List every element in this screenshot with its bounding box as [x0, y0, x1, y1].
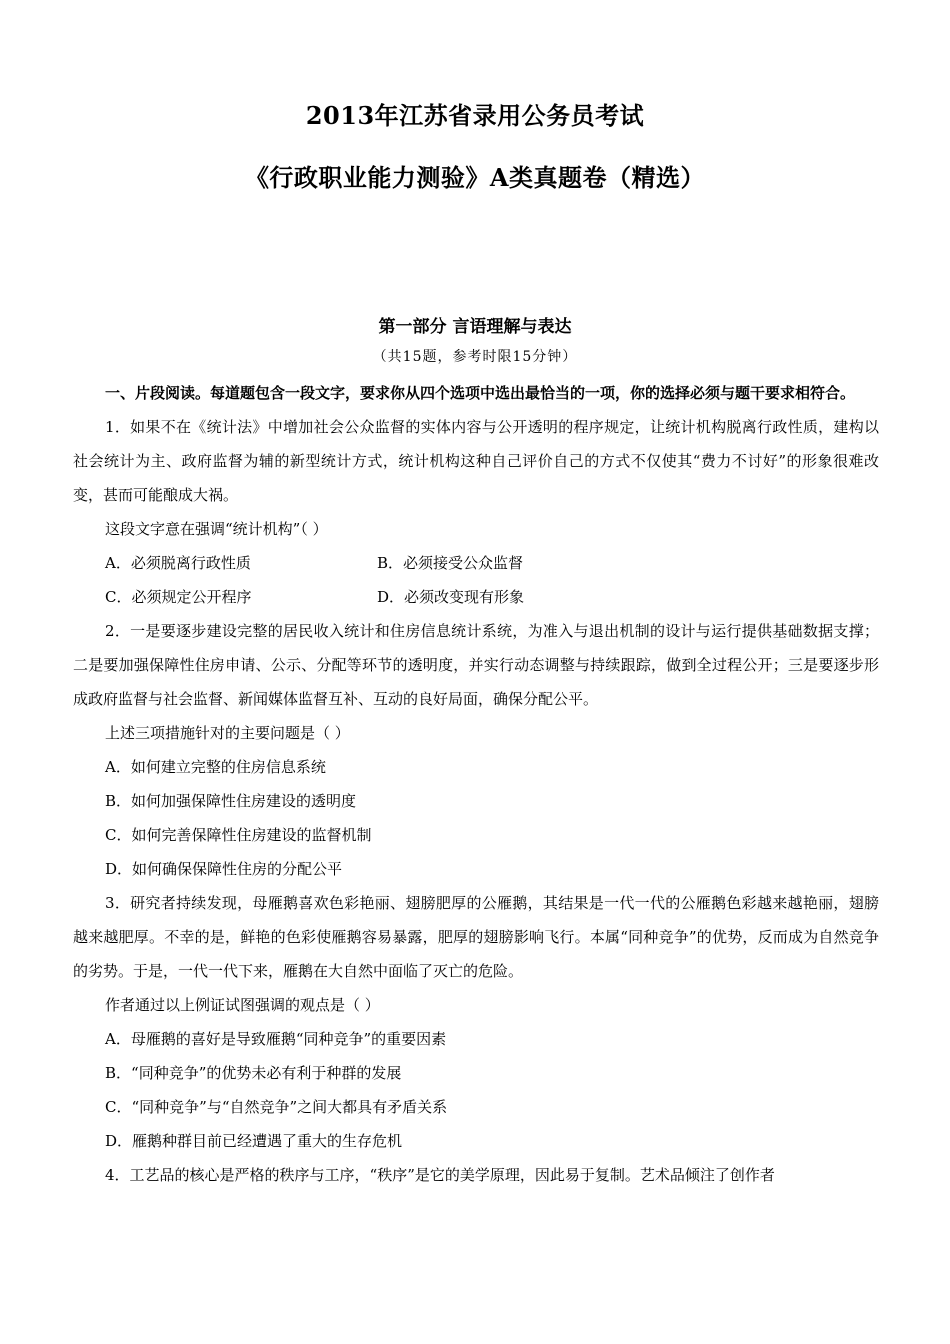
- question-1-option-c: C．必须规定公开程序: [105, 588, 252, 606]
- question-1-options-row1: [73, 546, 879, 580]
- question-3-passage: 3．研究者持续发现，母雁鹅喜欢色彩艳丽、翅膀肥厚的公雁鹅，其结果是一代一代的公雁鹅色彩越来越艳丽，翅膀越来越肥厚。不幸的是，鲜艳的色彩使雁鹅容易暴露，肥厚的翅膀影响飞行。本属“同种竞争”的优势，反而成为自然竞争的劣势。于是，一代一代下来，雁鹅在大自然中面临了灭亡的危险。: [73, 894, 879, 980]
- question-1-prompt: 这段文字意在强调“统计机构”（ ）: [105, 520, 328, 538]
- question-2-option-a: A．如何建立完整的住房信息系统: [105, 758, 326, 776]
- question-3-prompt: 作者通过以上例证试图强调的观点是（ ）: [105, 996, 380, 1014]
- question-1-passage: 1．如果不在《统计法》中增加社会公众监督的实体内容与公开透明的程序规定，让统计机构脱离行政性质，建构以社会统计为主、政府监督为辅的新型统计方式，统计机构这种自己评价自己的方式不仅使其“费力不讨好”的形象很难改变，甚而可能酿成大祸。: [73, 418, 879, 504]
- question-3-option-c: C．“同种竞争”与“自然竞争”之间大都具有矛盾关系: [105, 1098, 448, 1116]
- question-1-options-row2: [73, 580, 879, 614]
- question-2-passage: 2．一是要逐步建设完整的居民收入统计和住房信息统计系统，为准入与退出机制的设计与运行提供基础数据支撑；二是要加强保障性住房申请、公示、分配等环节的透明度，并实行动态调整与持续跟踪，做到全过程公开；三是要逐步形成政府监督与社会监督、新闻媒体监督互补、互动的良好局面，确保分配公平。: [73, 622, 879, 708]
- document-title-line1: 2013年江苏省录用公务员考试: [305, 101, 645, 130]
- question-1-option-a: A．必须脱离行政性质: [105, 554, 251, 572]
- question-1-option-d: D．必须改变现有形象: [377, 588, 525, 606]
- question-2-option-c: C．如何完善保障性住房建设的监督机制: [105, 826, 372, 844]
- question-2-prompt: 上述三项措施针对的主要问题是（ ）: [105, 724, 350, 742]
- question-2-option-b: B．如何加强保障性住房建设的透明度: [105, 792, 357, 810]
- question-3-option-a: A．母雁鹅的喜好是导致雁鹅“同种竞争”的重要因素: [105, 1030, 447, 1048]
- section-title: 第一部分 言语理解与表达: [378, 317, 572, 337]
- document-title-line2: 《行政职业能力测验》A类真题卷（精选）: [244, 163, 706, 192]
- question-2-option-d: D．如何确保保障性住房的分配公平: [105, 860, 343, 878]
- document-body: [73, 376, 879, 1192]
- question-3-option-d: D．雁鹅种群目前已经遭遇了重大的生存危机: [105, 1132, 403, 1150]
- question-3-option-b: B．“同种竞争”的优势未必有利于种群的发展: [105, 1064, 402, 1082]
- section-subtitle: （共15题，参考时限15分钟）: [372, 349, 578, 365]
- question-4-passage: 4．工艺品的核心是严格的秩序与工序，“秩序”是它的美学原理，因此易于复制。艺术品倾注了创作者: [105, 1166, 775, 1184]
- instructions: 一、片段阅读。每道题包含一段文字，要求你从四个选项中选出最恰当的一项，你的选择必须与题干要求相符合。: [105, 384, 856, 402]
- question-1-option-b: B．必须接受公众监督: [377, 554, 524, 572]
